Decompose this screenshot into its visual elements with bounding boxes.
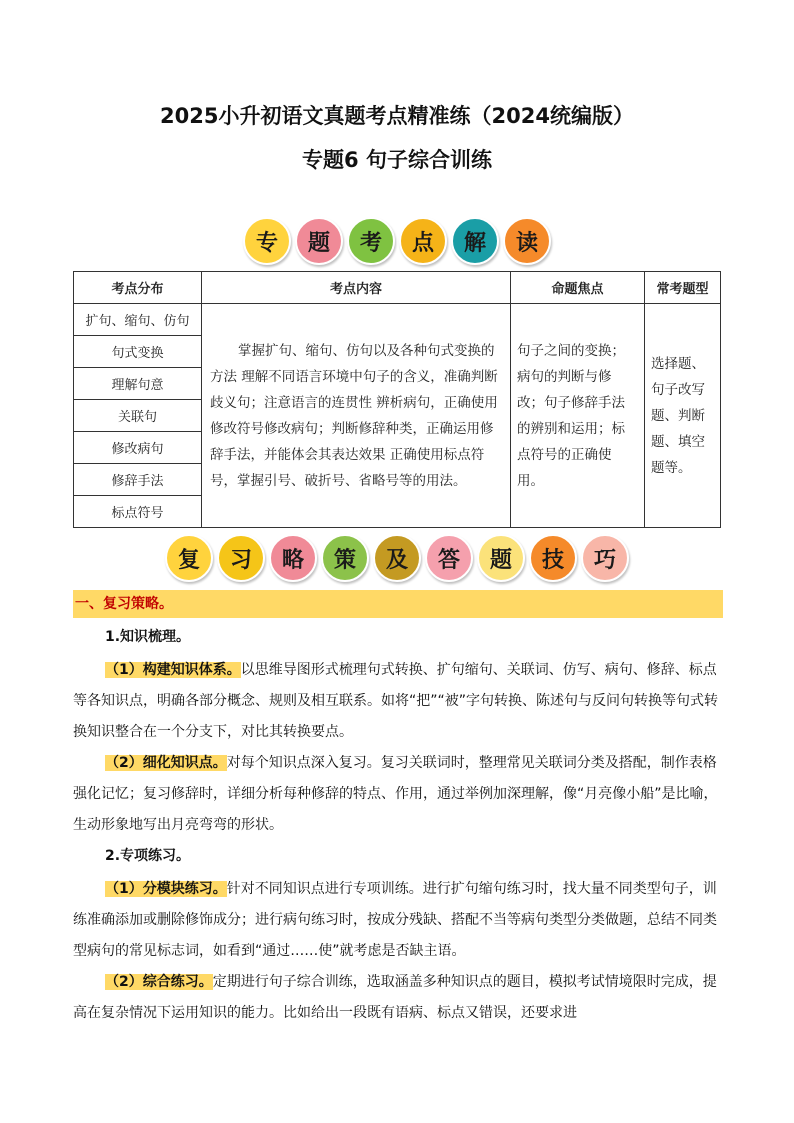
banner-badge: 解 — [451, 217, 499, 265]
distribution-cell: 理解句意 — [74, 368, 202, 400]
topic-interpretation-banner — [0, 217, 794, 265]
section-heading: 一、复习策略。 — [73, 590, 723, 618]
banner-badge: 策 — [321, 534, 369, 582]
paragraph-label: （1）分模块练习。 — [105, 881, 227, 897]
paragraph-text: 以思维导图形式梳理句式转换、扩句缩句、关联词、仿写、病句、修辞、标点等各知识点，明确各部分概念、规则及相互联系。如将“把”“被”字句转换、陈述句与反问句转换等句式转换知识整合在一个分支下，对比其转换要点。 — [73, 662, 719, 740]
document-title: 2025小升初语文真题考点精准练（2024统编版） — [160, 104, 634, 128]
paragraph-label: （2）综合练习。 — [105, 974, 213, 990]
banner-badge: 技 — [529, 534, 577, 582]
exam-points-table — [73, 271, 721, 528]
banner-badge: 巧 — [581, 534, 629, 582]
table-header-cell: 命题焦点 — [511, 272, 645, 304]
banner-badge: 考 — [347, 217, 395, 265]
review-strategy-banner — [0, 534, 794, 582]
banner-badge: 题 — [295, 217, 343, 265]
banner-badge: 略 — [269, 534, 317, 582]
table-header-cell: 考点分布 — [74, 272, 202, 304]
content-cell: 掌握扩句、缩句、仿句以及各种句式变换的方法 理解不同语言环境中句子的含义，准确判断歧义句；注意语言的连贯性 辨析病句，正确使用修改符号修改病句；判断修辞种类，正确运用修辞手法，并能体会其表达效果 正确使用标点符号，掌握引号、破折号、省略号等的用法。 — [202, 304, 511, 528]
paragraph — [73, 748, 727, 841]
document-subtitle: 专题6 句子综合训练 — [302, 148, 492, 172]
paragraph-text: 定期进行句子综合训练，选取涵盖多种知识点的题目，模拟考试情境限时完成，提高在复杂情况下运用知识的能力。比如给出一段既有语病、标点又错误，还要求进 — [73, 974, 717, 1021]
table-header-cell: 考点内容 — [202, 272, 511, 304]
table-header-row — [74, 272, 721, 304]
banner-badge: 复 — [165, 534, 213, 582]
paragraph — [73, 655, 727, 748]
paragraph — [73, 874, 727, 967]
banner-badge: 读 — [503, 217, 551, 265]
distribution-cell: 句式变换 — [74, 336, 202, 368]
banner-badge: 习 — [217, 534, 265, 582]
distribution-cell: 关联句 — [74, 400, 202, 432]
focus-cell: 句子之间的变换；病句的判断与修改；句子修辞手法的辨别和运用；标点符号的正确使用。 — [511, 304, 645, 528]
distribution-cell: 修改病句 — [74, 432, 202, 464]
subsection-heading: 2.专项练习。 — [105, 848, 191, 864]
banner-badge: 专 — [243, 217, 291, 265]
distribution-cell: 标点符号 — [74, 496, 202, 528]
types-cell: 选择题、句子改写题、判断题、填空题等。 — [645, 304, 721, 528]
banner-badge: 答 — [425, 534, 473, 582]
paragraph-label: （1）构建知识体系。 — [105, 662, 241, 678]
paragraph-text: 针对不同知识点进行专项训练。进行扩句缩句练习时，找大量不同类型句子，训练准确添加或删除修饰成分；进行病句练习时，按成分残缺、搭配不当等病句类型分类做题，总结不同类型病句的常见标志词，如看到“通过……使”就考虑是否缺主语。 — [73, 881, 717, 959]
banner-badge: 及 — [373, 534, 421, 582]
distribution-cell: 修辞手法 — [74, 464, 202, 496]
paragraph-text: 对每个知识点深入复习。复习关联词时，整理常见关联词分类及搭配，制作表格强化记忆；复习修辞时，详细分析每种修辞的特点、作用，通过举例加深理解，像“月亮像小船”是比喻，生动形象地写出月亮弯弯的形状。 — [73, 755, 718, 833]
banner-badge: 题 — [477, 534, 525, 582]
banner-badge: 点 — [399, 217, 447, 265]
paragraph-label: （2）细化知识点。 — [105, 755, 227, 771]
paragraph — [73, 967, 727, 1029]
table-header-cell: 常考题型 — [645, 272, 721, 304]
subsection-heading: 1.知识梳理。 — [105, 629, 191, 645]
distribution-cell: 扩句、缩句、仿句 — [74, 304, 202, 336]
table-row — [74, 304, 721, 336]
